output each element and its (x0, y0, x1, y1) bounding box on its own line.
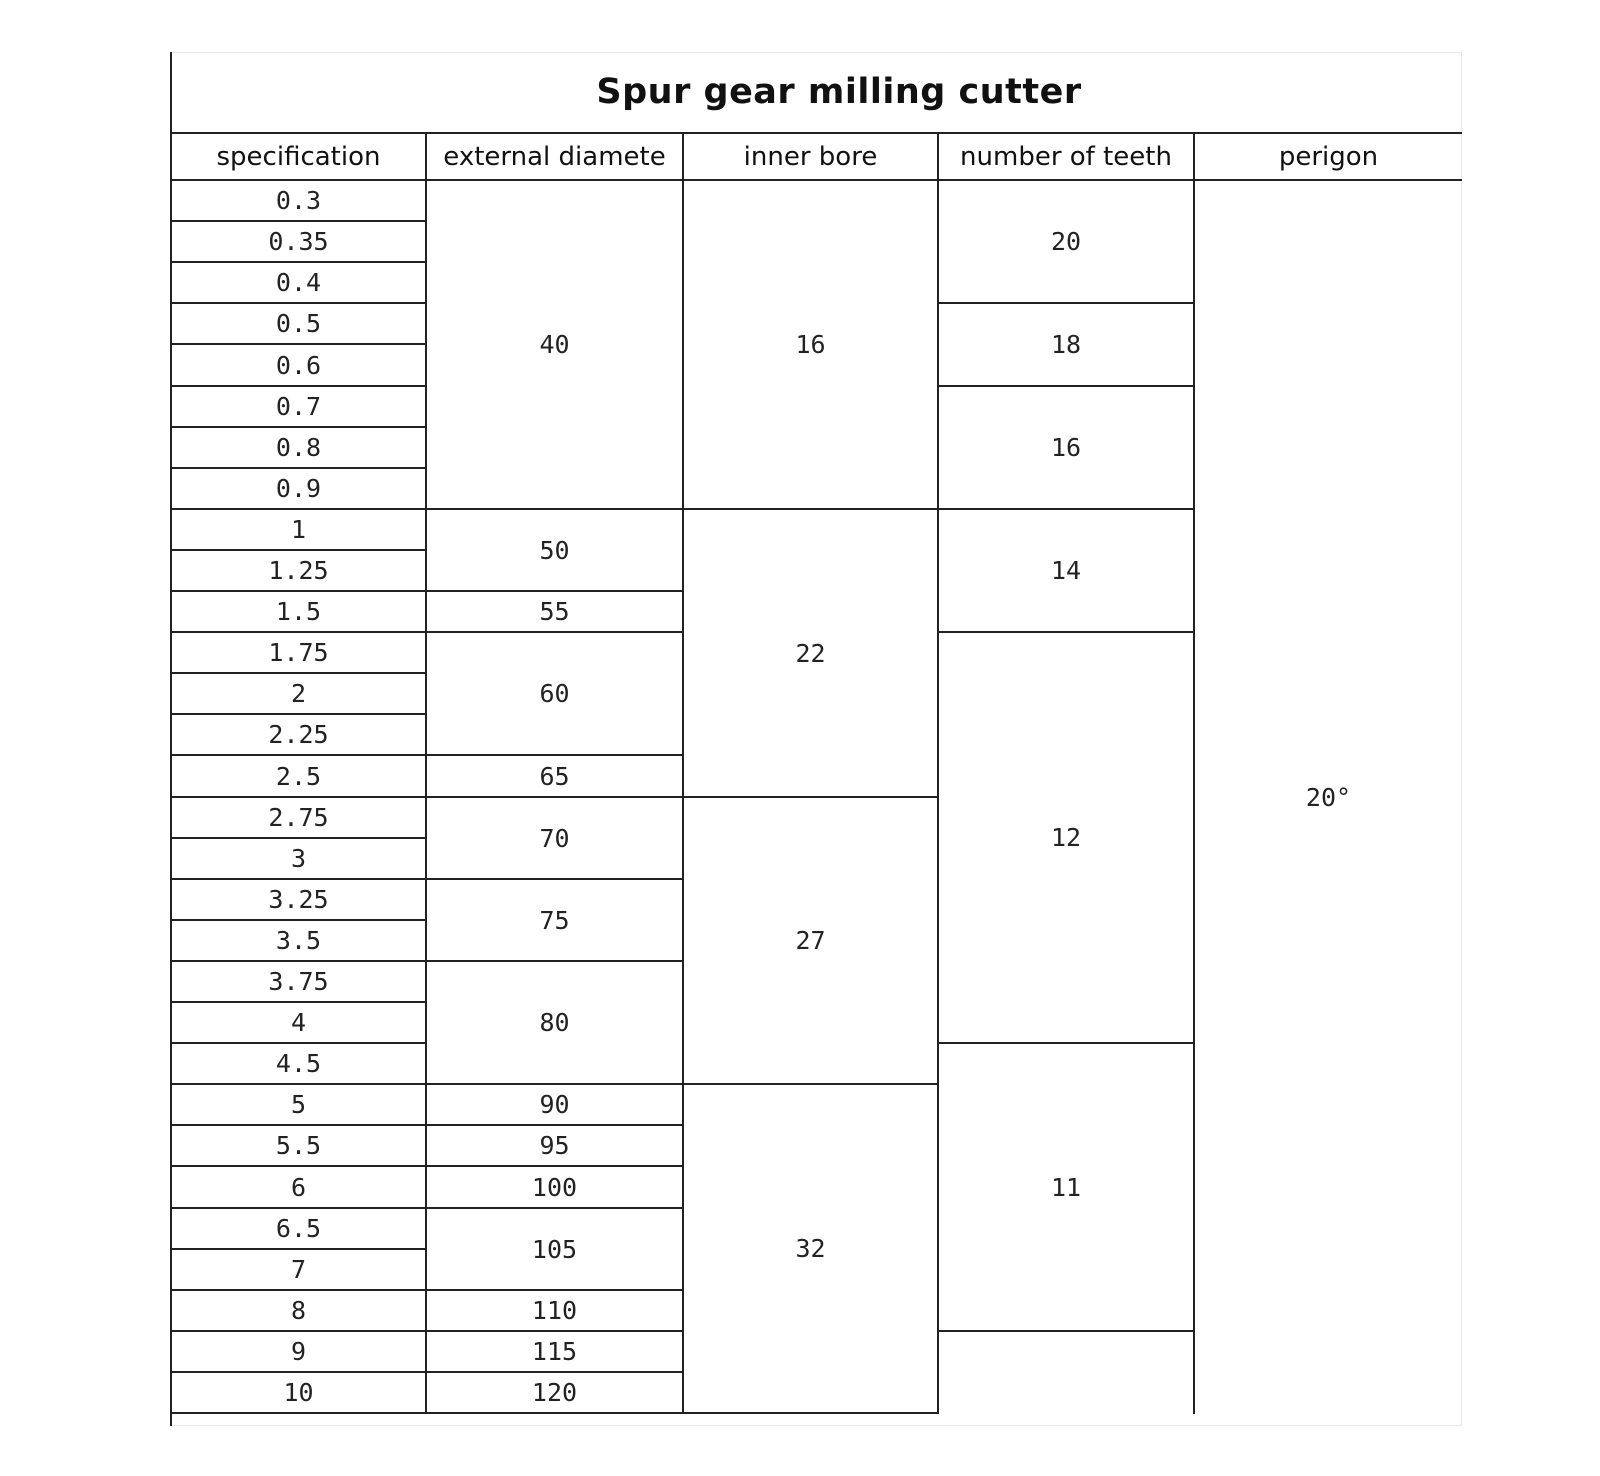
external-diameter-cell: 95 (427, 1126, 684, 1167)
external-diameter-cell: 100 (427, 1167, 684, 1209)
spec-cell: 2.75 (172, 798, 427, 839)
spec-cell: 2 (172, 674, 427, 715)
spec-cell: 1 (172, 510, 427, 551)
spec-cell: 0.4 (172, 263, 427, 304)
table-title-bar (172, 52, 1462, 134)
spec-cell: 3.5 (172, 921, 427, 962)
spec-cell: 4.5 (172, 1044, 427, 1085)
number-of-teeth-cell: 20 (939, 181, 1195, 304)
number-of-teeth-cell: 12 (939, 633, 1195, 1044)
spec-cell: 0.8 (172, 428, 427, 469)
spec-cell: 0.3 (172, 181, 427, 222)
spec-cell: 1.25 (172, 551, 427, 592)
number-of-teeth-cell: 14 (939, 510, 1195, 633)
external-diameter-cell: 80 (427, 962, 684, 1085)
spec-cell: 4 (172, 1003, 427, 1044)
inner-bore-cell: 22 (684, 510, 939, 798)
spec-cell: 2.5 (172, 756, 427, 798)
number-of-teeth-cell: 18 (939, 304, 1195, 387)
inner-bore-cell: 16 (684, 181, 939, 510)
header-number-of-teeth: number of teeth (939, 134, 1195, 181)
number-of-teeth-cell: 16 (939, 387, 1195, 510)
table-title: Spur gear milling cutter (596, 72, 1082, 112)
spec-cell: 9 (172, 1332, 427, 1373)
number-of-teeth-cell (939, 1332, 1195, 1414)
header-external-diameter: external diamete (427, 134, 684, 181)
header-specification: specification (172, 134, 427, 181)
external-diameter-cell: 40 (427, 181, 684, 510)
external-diameter-cell: 65 (427, 756, 684, 798)
external-diameter-cell: 50 (427, 510, 684, 592)
spec-cell: 5 (172, 1085, 427, 1126)
inner-bore-cell: 27 (684, 798, 939, 1085)
spec-cell: 3 (172, 839, 427, 880)
perigon-cell: 20° (1305, 783, 1352, 812)
spec-cell: 3.75 (172, 962, 427, 1003)
spec-cell: 0.5 (172, 304, 427, 345)
spec-cell: 0.9 (172, 469, 427, 510)
spec-cell: 2.25 (172, 715, 427, 756)
spec-cell: 1.75 (172, 633, 427, 674)
spec-cell: 7 (172, 1250, 427, 1291)
header-inner-bore: inner bore (684, 134, 939, 181)
header-perigon: perigon (1195, 134, 1462, 181)
spec-cell: 8 (172, 1291, 427, 1332)
external-diameter-cell: 75 (427, 880, 684, 962)
spec-cell: 0.6 (172, 345, 427, 387)
external-diameter-cell: 120 (427, 1373, 684, 1414)
spec-cell: 5.5 (172, 1126, 427, 1167)
external-diameter-cell: 90 (427, 1085, 684, 1126)
spec-cell: 10 (172, 1373, 427, 1414)
spec-cell: 6.5 (172, 1209, 427, 1250)
number-of-teeth-cell: 11 (939, 1044, 1195, 1332)
external-diameter-cell: 105 (427, 1209, 684, 1291)
spec-cell: 3.25 (172, 880, 427, 921)
external-diameter-cell: 115 (427, 1332, 684, 1373)
external-diameter-cell: 110 (427, 1291, 684, 1332)
spec-cell: 1.5 (172, 592, 427, 633)
spec-cell: 6 (172, 1167, 427, 1209)
external-diameter-cell: 70 (427, 798, 684, 880)
external-diameter-cell: 60 (427, 633, 684, 756)
spec-cell: 0.35 (172, 222, 427, 263)
external-diameter-cell: 55 (427, 592, 684, 633)
inner-bore-cell: 32 (684, 1085, 939, 1414)
spec-cell: 0.7 (172, 387, 427, 428)
